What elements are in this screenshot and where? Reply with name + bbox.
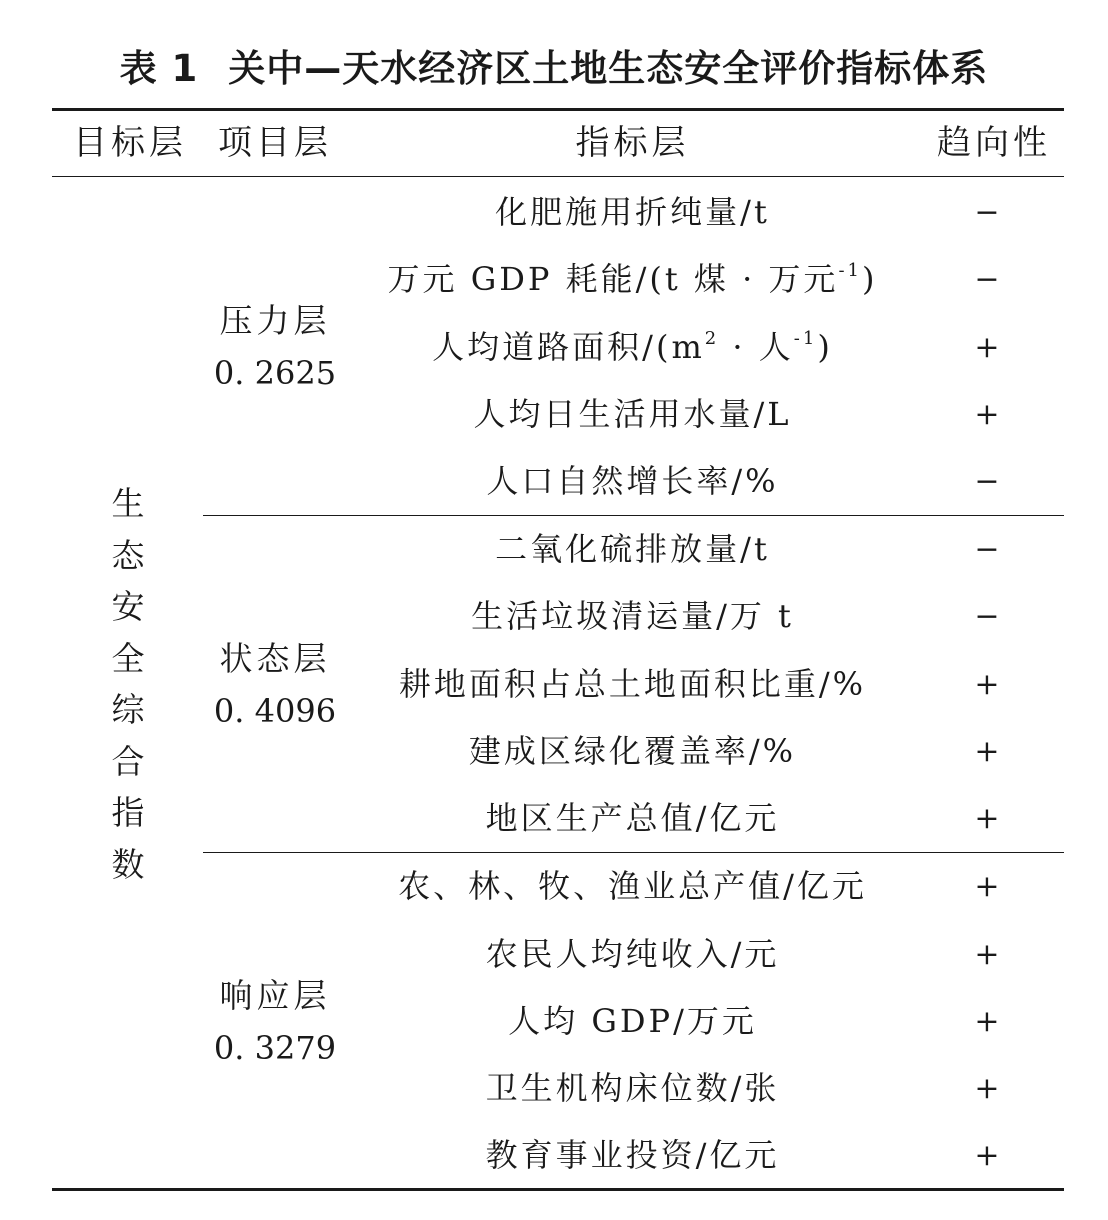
indicator-trend: − [974,599,1000,634]
indicator-trend: + [974,801,1000,836]
indicator-trend: + [974,734,1000,769]
indicator-name [355,314,910,381]
indicator-trend: + [974,937,1000,972]
indicator-name: 地区生产总值/亿元 [485,799,780,837]
indicator-superscript: 2 [704,328,720,349]
indicator-name: 人均日生活用水量/L [473,395,792,433]
indicator-trend: − [974,464,1000,499]
indicator-row [355,921,1055,988]
indicator-trend: + [974,397,1000,432]
target-layer-cell: 生态安全综合指数 [111,484,145,884]
top-rule [52,108,1064,111]
indicator-trend: + [974,869,1000,904]
indicator-trend: − [974,532,1000,567]
indicator-name-text: 万元 GDP 耗能/(t 煤 · 万元 [387,260,839,298]
header-indicator: 指标层 [575,123,690,163]
indicator-row [355,381,1055,448]
indicator-name: 耕地面积占总土地面积比重/% [398,665,867,703]
indicator-row [355,853,1055,920]
indicator-row [355,246,1055,313]
indicator-name: 人均 GDP/万元 [508,1002,757,1040]
indicator-name: 人口自然增长率/% [486,462,779,500]
indicator-name-text: 人均道路面积/(m [432,328,705,366]
indicator-name: 二氧化硫排放量/t [495,530,770,568]
group-pressure [205,295,345,399]
indicator-name: 化肥施用折纯量/t [495,193,770,231]
indicator-trend: − [974,195,1000,230]
indicator-name: 教育事业投资/亿元 [485,1136,780,1174]
indicator-row [355,988,1055,1055]
table-title: 关中—天水经济区土地生态安全评价指标体系 [228,47,989,90]
indicator-row [355,516,1055,583]
indicator-name: 农民人均纯收入/元 [485,935,780,973]
indicator-row [355,785,1055,852]
header-project: 项目层 [218,123,332,163]
indicator-row [355,448,1055,515]
indicator-name-mid: · 人 [719,328,794,366]
indicator-name-suffix: ) [817,328,833,366]
indicator-name: 农、林、牧、渔业总产值/亿元 [398,867,867,905]
indicator-name: 建成区绿化覆盖率/% [468,732,797,770]
indicator-name: 卫生机构床位数/张 [485,1069,780,1107]
indicator-row [355,1122,1055,1189]
group-name: 状态层 [219,639,331,678]
indicator-superscript-2: -1 [793,328,818,349]
group-name: 响应层 [219,976,331,1015]
indicator-trend: + [974,667,1000,702]
indicator-trend: + [974,1071,1000,1106]
indicator-row [355,583,1055,650]
group-weight: 0. 3279 [213,1029,337,1067]
group-weight: 0. 4096 [213,692,337,730]
indicator-name-suffix: ) [861,260,878,298]
indicator-superscript: -1 [838,260,862,281]
group-weight: 0. 2625 [213,354,337,392]
header-trend: 趋向性 [937,123,1051,163]
indicator-row [355,651,1055,718]
table-caption [0,38,1108,92]
indicator-row [355,314,1055,381]
header-target: 目标层 [73,123,187,163]
indicator-trend: − [974,262,1000,297]
indicator-trend: + [974,1138,1000,1173]
group-response [205,970,345,1074]
indicator-name [355,246,910,313]
indicator-row [355,1055,1055,1122]
bottom-rule [52,1188,1064,1191]
group-name: 压力层 [219,301,331,340]
header-rule [52,176,1064,177]
indicator-trend: + [974,330,1000,365]
indicator-name: 生活垃圾清运量/万 t [471,597,794,635]
group-state [205,633,345,737]
indicator-trend: + [974,1004,1000,1039]
indicator-row [355,179,1055,246]
indicator-row [355,718,1055,785]
table-number: 表 1 [119,47,199,90]
